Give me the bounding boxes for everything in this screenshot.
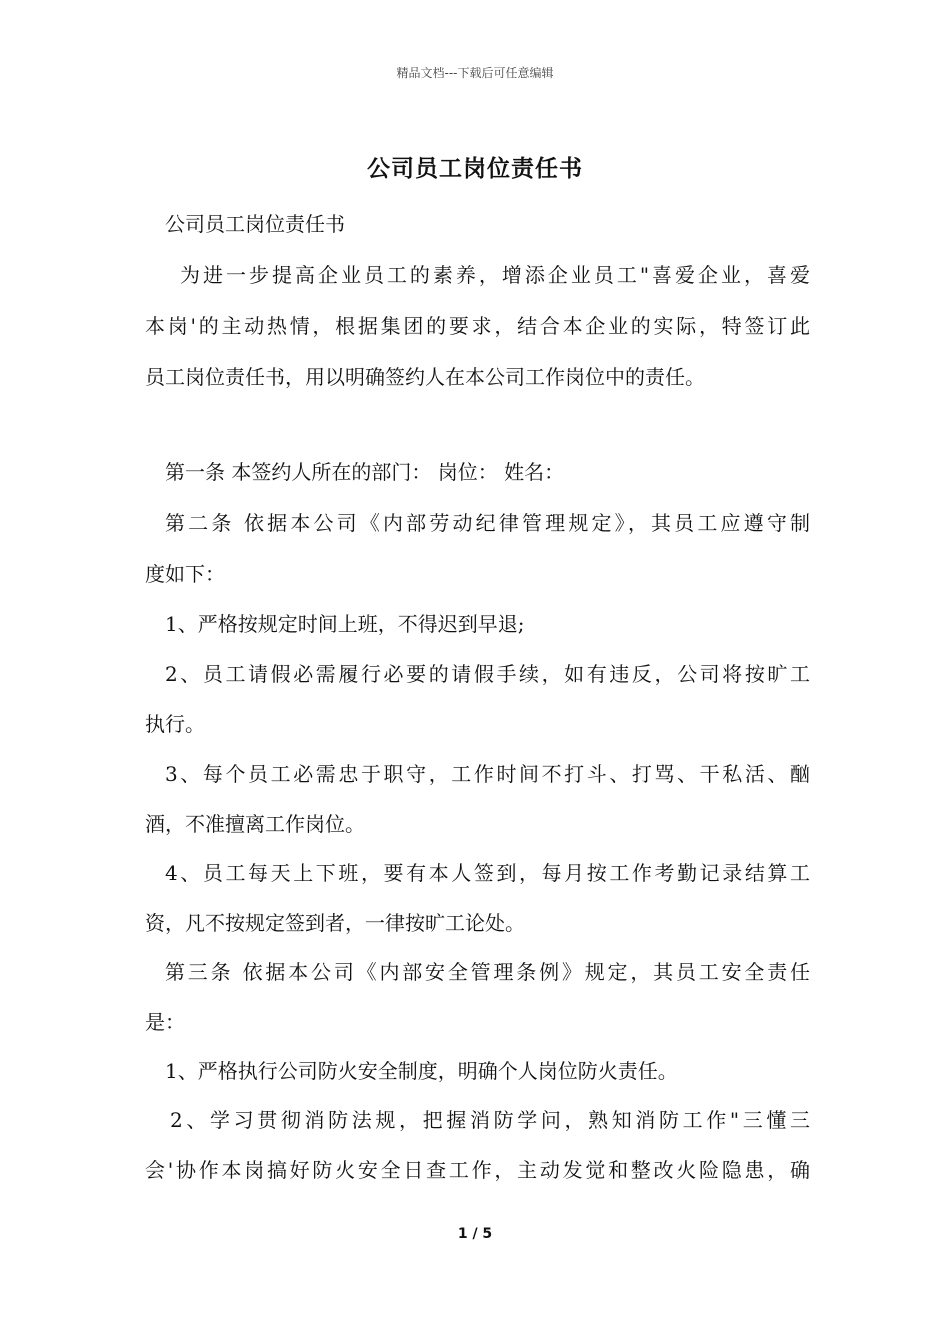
body-line: 为进一步提高企业员工的素养，增添企业员工"喜爱企业，喜爱 [180, 263, 810, 287]
body-line: 2、学习贯彻消防法规，把握消防学问，熟知消防工作"三懂三 [170, 1108, 810, 1132]
body-line: 4、员工每天上下班，要有本人签到，每月按工作考勤记录结算工 [165, 861, 810, 885]
body-line: 执行。 [145, 712, 205, 736]
body-line: 2、员工请假必需履行必要的请假手续，如有违反，公司将按旷工 [165, 662, 810, 686]
body-line: 1、严格按规定时间上班，不得迟到早退; [165, 612, 525, 636]
body-line: 3、每个员工必需忠于职守，工作时间不打斗、打骂、干私活、酗 [165, 762, 810, 786]
body-line: 资，凡不按规定签到者，一律按旷工论处。 [145, 911, 525, 935]
body-line: 第二条 依据本公司《内部劳动纪律管理规定》，其员工应遵守制 [165, 511, 810, 535]
body-line: 第三条 依据本公司《内部安全管理条例》规定，其员工安全责任 [165, 960, 810, 984]
body-line: 本岗'的主动热情，根据集团的要求，结合本企业的实际，特签订此 [145, 314, 810, 338]
body-line: 第一条 本签约人所在的部门： 岗位： 姓名： [165, 460, 565, 484]
body-line: 1、严格执行公司防火安全制度，明确个人岗位防火责任。 [165, 1059, 678, 1083]
page-header: 精品文档---下载后可任意编辑 [396, 66, 554, 80]
body-line: 公司员工岗位责任书 [165, 212, 345, 236]
page-number: 1 / 5 [457, 1226, 493, 1242]
body-line: 是： [145, 1010, 185, 1034]
body-line: 会'协作本岗搞好防火安全日查工作，主动发觉和整改火险隐患，确 [145, 1158, 810, 1182]
body-line: 度如下： [145, 562, 225, 586]
document-title: 公司员工岗位责任书 [367, 155, 583, 182]
body-line: 员工岗位责任书，用以明确签约人在本公司工作岗位中的责任。 [145, 365, 705, 389]
body-line: 酒，不准擅离工作岗位。 [145, 812, 365, 836]
